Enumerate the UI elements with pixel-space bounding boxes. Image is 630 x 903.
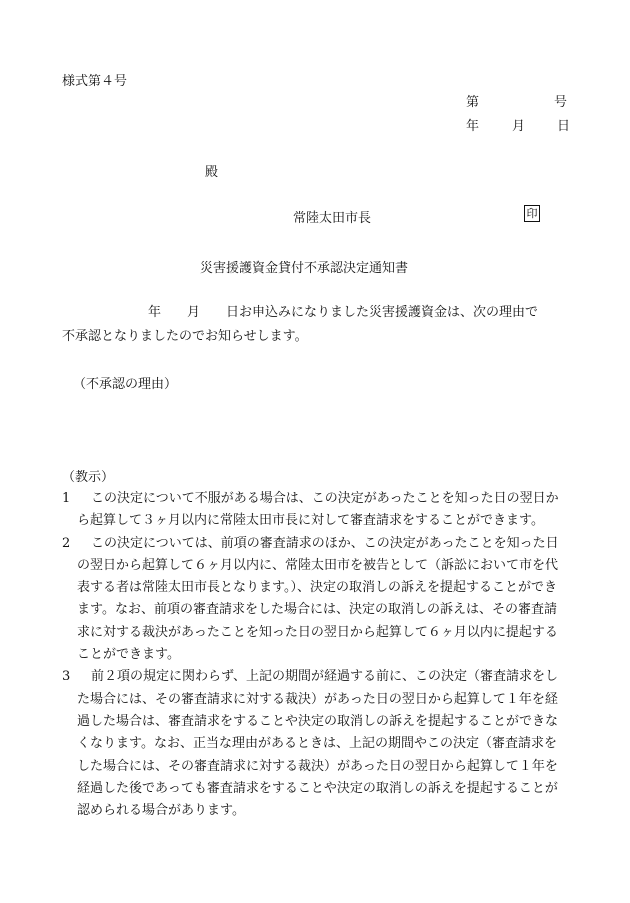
instructions-list bbox=[62, 488, 582, 822]
instruction-line: 前２項の規定に関わらず、上記の期間が経過する前に、この決定（審査請求をし bbox=[91, 669, 558, 685]
instruction-line: 表する者は常陸太田市長となります。）、決定の取消しの訴えを提起することができ bbox=[77, 580, 557, 596]
instruction-item-number: 2 bbox=[62, 535, 71, 551]
addressee-honorific: 殿 bbox=[205, 165, 219, 180]
reason-heading: （不承認の理由） bbox=[73, 377, 178, 392]
body-text-line: 不承認となりましたのでお知らせします。 bbox=[62, 329, 308, 344]
instruction-line: した場合には、その審査請求に対する裁決）があった日の翌日から起算して１年を bbox=[77, 758, 558, 774]
instruction-line: この決定については、前項の審査請求のほか、この決定があったことを知った日 bbox=[91, 535, 559, 551]
seal-mark: 印 bbox=[524, 205, 540, 222]
date-day-label: 日 bbox=[557, 119, 571, 134]
instruction-item-number: 3 bbox=[62, 669, 71, 685]
instruction-item bbox=[62, 488, 582, 533]
instruction-item-number: 1 bbox=[62, 491, 71, 506]
body-text-line: 年 月 日お申込みになりました災害援護資金は、次の理由で bbox=[148, 305, 539, 320]
instruction-line: この決定について不服がある場合は、この決定があったことを知った日の翌日か bbox=[91, 491, 559, 506]
document-title: 災害援護資金貸付不承認決定通知書 bbox=[200, 261, 409, 276]
instruction-line: た場合には、その審査請求に対する裁決）があった日の翌日から起算して１年を経 bbox=[77, 691, 558, 707]
date-month-label: 月 bbox=[512, 119, 526, 134]
document-number-prefix: 第 bbox=[466, 95, 480, 110]
instruction-line: 求に対する裁決があったことを知った日の翌日から起算して６ヶ月以内に提起する bbox=[77, 624, 558, 640]
form-number: 様式第４号 bbox=[62, 74, 128, 89]
document-number-suffix: 号 bbox=[554, 95, 568, 110]
instruction-item bbox=[62, 666, 582, 822]
instruction-item bbox=[62, 533, 582, 667]
instruction-line: ら起算して３ヶ月以内に常陸太田市長に対して審査請求をすることができます。 bbox=[77, 513, 544, 529]
instructions-heading: （教示） bbox=[62, 470, 115, 485]
issuer-name: 常陸太田市長 bbox=[293, 211, 372, 226]
date-year-label: 年 bbox=[466, 119, 480, 134]
instruction-line: くなります。なお、正当な理由があるときは、上記の期間やこの決定（審査請求を bbox=[77, 736, 557, 752]
instruction-line: 過した場合は、審査請求をすることや決定の取消しの訴えを提起することができな bbox=[77, 713, 559, 729]
instruction-line: の翌日から起算して６ヶ月以内に、常陸太田市を被告として（訴訟において市を代 bbox=[77, 557, 559, 573]
instruction-line: 認められる場合があります。 bbox=[77, 803, 245, 819]
instruction-line: 経過した後であっても審査請求をすることや決定の取消しの訴えを提起することが bbox=[77, 780, 558, 796]
instruction-line: ます。なお、前項の審査請求をした場合には、決定の取消しの訴えは、その審査請 bbox=[77, 602, 557, 618]
instruction-line: ことができます。 bbox=[77, 647, 180, 663]
